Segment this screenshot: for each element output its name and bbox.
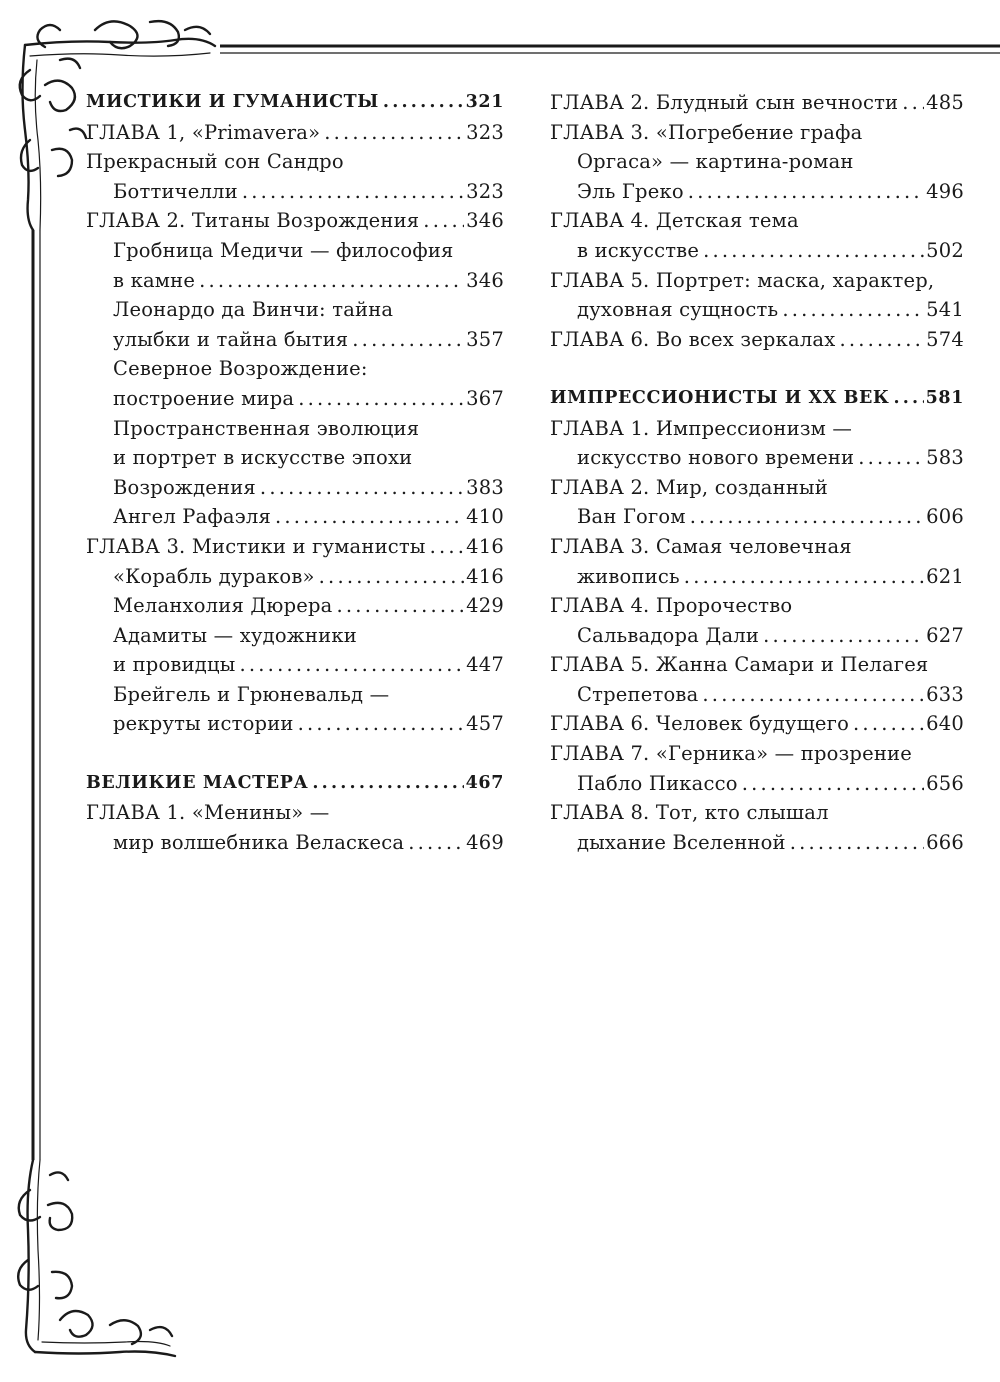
toc-entry-indented xyxy=(550,562,964,592)
toc-entry-title: ГЛАВА 5. Жанна Самари и Пелагея xyxy=(550,653,929,677)
toc-chapter-entry xyxy=(86,532,504,562)
dot-leader xyxy=(742,769,924,799)
toc-entry-title: дыхание Вселенной xyxy=(577,830,786,854)
toc-entry-title: Пабло Пикассо xyxy=(577,771,738,795)
toc-entry-title: ГЛАВА 1, «Primavera» xyxy=(86,120,321,144)
toc-entry-title: ГЛАВА 1. «Менины» — xyxy=(86,801,330,825)
dot-leader xyxy=(902,88,924,118)
toc-page-number: 467 xyxy=(465,772,504,793)
toc-entry-title: и провидцы xyxy=(113,653,236,677)
dot-leader xyxy=(298,384,464,414)
toc-entry-indented xyxy=(86,354,504,384)
toc-chapter-entry xyxy=(550,206,964,236)
dot-leader xyxy=(893,384,923,414)
toc-entry-indented xyxy=(86,473,504,503)
dot-leader xyxy=(688,177,924,207)
dot-leader xyxy=(337,591,465,621)
dot-leader xyxy=(408,828,464,858)
toc-entry-title: МИСТИКИ И ГУМАНИСТЫ xyxy=(86,92,379,112)
dot-leader xyxy=(684,562,924,592)
dot-leader xyxy=(260,473,464,503)
toc-section-heading xyxy=(86,88,504,118)
dot-leader xyxy=(383,88,464,118)
toc-entry-title: ГЛАВА 3. Самая человечная xyxy=(550,534,852,558)
dot-leader xyxy=(763,621,924,651)
toc-entry-indented xyxy=(550,621,964,651)
toc-entry-indented xyxy=(86,650,504,680)
dot-leader xyxy=(782,295,924,325)
toc-entry-indented xyxy=(550,828,964,858)
toc-entry-indented xyxy=(86,325,504,355)
toc-entry-title: ГЛАВА 4. Пророчество xyxy=(550,594,793,618)
toc-entry-indented xyxy=(86,709,504,739)
toc-page-number: 656 xyxy=(926,771,964,795)
toc-page-number: 485 xyxy=(926,91,964,114)
toc-page-number: 457 xyxy=(466,712,504,736)
toc-section-heading xyxy=(86,769,504,799)
toc-page-number: 574 xyxy=(926,327,964,351)
toc-entry-title: ГЛАВА 5. Портрет: маска, характер, xyxy=(550,268,935,292)
toc-entry-indented xyxy=(86,236,504,266)
toc-entry-title: Ангел Рафаэля xyxy=(113,505,271,529)
toc-page-number: 627 xyxy=(926,623,964,647)
toc-page-number: 496 xyxy=(926,179,964,203)
toc-entry-title: Возрождения xyxy=(113,475,256,499)
toc-page-number: 383 xyxy=(466,475,504,499)
toc-entry-indented xyxy=(86,414,504,444)
toc-page-number: 581 xyxy=(925,387,964,408)
dot-leader xyxy=(352,325,464,355)
toc-page-number: 640 xyxy=(926,712,964,736)
toc-entry-title: ГЛАВА 6. Во всех зеркалах xyxy=(550,327,836,351)
toc-chapter-entry xyxy=(550,88,964,118)
toc-entry-title: мир волшебника Веласкеса xyxy=(113,830,405,854)
toc-chapter-entry xyxy=(550,798,964,828)
toc-entry-indented xyxy=(86,502,504,532)
toc-chapter-entry xyxy=(550,532,964,562)
toc-entry-indented xyxy=(86,443,504,473)
dot-leader xyxy=(790,828,924,858)
toc-entry-title: Эль Греко xyxy=(577,179,684,203)
toc-page-number: 447 xyxy=(466,653,504,677)
dot-leader xyxy=(298,709,465,739)
toc-entry-indented xyxy=(550,769,964,799)
dot-leader xyxy=(430,532,465,562)
toc-entry-indented xyxy=(550,147,964,177)
toc-entry-title: в камне xyxy=(113,268,196,292)
toc-entry-title: ГЛАВА 8. Тот, кто слышал xyxy=(550,801,829,825)
toc-entry-title: ГЛАВА 3. «Погребение графа xyxy=(550,120,863,144)
toc-entry-title: ГЛАВА 2. Титаны Возрождения xyxy=(86,209,420,233)
dot-leader xyxy=(423,206,464,236)
section-spacer xyxy=(86,739,504,769)
toc-page-number: 416 xyxy=(466,564,504,588)
dot-leader xyxy=(199,266,464,296)
toc-entry-title: рекруты истории xyxy=(113,712,294,736)
dot-leader xyxy=(324,118,464,148)
dot-leader xyxy=(703,236,924,266)
toc-chapter-entry xyxy=(86,206,504,236)
toc-entry-indented xyxy=(86,177,504,207)
toc-entry-title: ГЛАВА 6. Человек будущего xyxy=(550,712,850,736)
toc-chapter-entry xyxy=(550,709,964,739)
dot-leader xyxy=(319,562,465,592)
toc-entry-indented xyxy=(86,562,504,592)
toc-chapter-entry xyxy=(550,739,964,769)
toc-entry-indented xyxy=(550,502,964,532)
bottom-left-flourish-icon xyxy=(18,1160,175,1356)
toc-entry-title: ВЕЛИКИЕ МАСТЕРА xyxy=(86,772,309,793)
toc-entry-title: Северное Возрождение: xyxy=(113,357,368,381)
toc-entry-title: живопись xyxy=(577,564,680,588)
toc-right-column xyxy=(550,88,964,857)
toc-entry-indented xyxy=(550,295,964,325)
dot-leader xyxy=(839,325,924,355)
toc-chapter-entry xyxy=(86,118,504,148)
toc-chapter-entry xyxy=(550,118,964,148)
toc-entry-indented xyxy=(86,591,504,621)
toc-entry-title: Боттичелли xyxy=(113,179,238,203)
left-double-rule xyxy=(33,230,40,1160)
toc-entry-title: Леонардо да Винчи: тайна xyxy=(113,298,394,322)
toc-entry-title: ИМПРЕССИОНИСТЫ И XX ВЕК xyxy=(550,387,890,408)
toc-chapter-entry xyxy=(86,798,504,828)
toc-entry-indented xyxy=(550,236,964,266)
toc-entry-indented xyxy=(86,680,504,710)
dot-leader xyxy=(242,177,464,207)
dot-leader xyxy=(858,443,924,473)
toc-chapter-entry xyxy=(550,325,964,355)
toc-entry-title: Оргаса» — картина-роман xyxy=(577,150,854,174)
toc-entry-title: Стрепетова xyxy=(577,682,699,706)
toc-left-column xyxy=(86,88,504,857)
toc-entry-indented xyxy=(86,266,504,296)
toc-page-number: 323 xyxy=(466,179,504,203)
toc-entry-title: духовная сущность xyxy=(577,298,779,322)
toc-chapter-entry xyxy=(550,473,964,503)
dot-leader xyxy=(239,650,464,680)
toc-section-heading xyxy=(550,384,964,414)
toc-entry-indented xyxy=(550,177,964,207)
dot-leader xyxy=(275,502,464,532)
toc-entry-title: ГЛАВА 7. «Герника» — прозрение xyxy=(550,742,912,766)
toc-page-number: 367 xyxy=(466,386,504,410)
toc-page-number: 583 xyxy=(926,446,964,470)
toc-entry-title: ГЛАВА 3. Мистики и гуманисты xyxy=(86,534,426,558)
toc-entry-title: Гробница Медичи — философия xyxy=(113,238,454,262)
toc-page-number: 323 xyxy=(466,120,504,144)
toc-entry-title: ГЛАВА 1. Импрессионизм — xyxy=(550,416,853,440)
toc-entry-title: Прекрасный сон Сандро xyxy=(86,150,344,174)
toc-entry-title: Брейгель и Грюневальд — xyxy=(113,682,390,706)
toc-page-number: 357 xyxy=(466,327,504,351)
toc-entry-indented xyxy=(86,295,504,325)
toc-page-number: 621 xyxy=(926,564,964,588)
toc-entry-title: Сальвадора Дали xyxy=(577,623,760,647)
toc-entry-indented xyxy=(86,828,504,858)
toc-chapter-entry xyxy=(86,147,504,177)
toc-entry-title: Ван Гогом xyxy=(577,505,686,529)
toc-entry-title: искусство нового времени xyxy=(577,446,855,470)
toc-entry-title: ГЛАВА 2. Блудный сын вечности xyxy=(550,91,899,114)
toc-page-number: 666 xyxy=(926,830,964,854)
toc-page-number: 469 xyxy=(466,830,504,854)
section-spacer xyxy=(550,354,964,384)
toc-entry-title: ГЛАВА 4. Детская тема xyxy=(550,209,799,233)
toc-entry-title: улыбки и тайна бытия xyxy=(113,327,349,351)
toc-entry-title: и портрет в искусстве эпохи xyxy=(113,446,413,470)
toc-entry-indented xyxy=(550,443,964,473)
top-double-rule xyxy=(220,46,1000,53)
dot-leader xyxy=(702,680,924,710)
dot-leader xyxy=(690,502,924,532)
toc-page-number: 416 xyxy=(466,534,504,558)
toc-page-number: 502 xyxy=(926,238,964,262)
toc-chapter-entry xyxy=(550,591,964,621)
toc-entry-title: построение мира xyxy=(113,386,295,410)
toc-page-number: 606 xyxy=(926,505,964,529)
toc-entry-title: Пространственная эволюция xyxy=(113,416,420,440)
toc-entry-indented xyxy=(86,384,504,414)
toc-chapter-entry xyxy=(550,650,964,680)
toc-page-number: 429 xyxy=(466,594,504,618)
toc-entry-title: в искусстве xyxy=(577,238,700,262)
toc-entry-indented xyxy=(550,680,964,710)
toc-entry-title: ГЛАВА 2. Мир, созданный xyxy=(550,475,828,499)
dot-leader xyxy=(312,769,463,799)
toc-chapter-entry xyxy=(550,414,964,444)
toc-entry-title: Меланхолия Дюрера xyxy=(113,594,333,618)
toc-entry-title: «Корабль дураков» xyxy=(113,564,315,588)
dot-leader xyxy=(853,709,924,739)
toc-page-number: 321 xyxy=(465,92,504,112)
toc-page-number: 633 xyxy=(926,682,964,706)
toc-page-number: 346 xyxy=(466,268,504,292)
toc-page-number: 541 xyxy=(926,298,964,322)
toc-entry-title: Адамиты — художники xyxy=(113,623,357,647)
toc-chapter-entry xyxy=(550,266,964,296)
toc-entry-indented xyxy=(86,621,504,651)
toc-page-number: 410 xyxy=(466,505,504,529)
toc-page-number: 346 xyxy=(466,209,504,233)
